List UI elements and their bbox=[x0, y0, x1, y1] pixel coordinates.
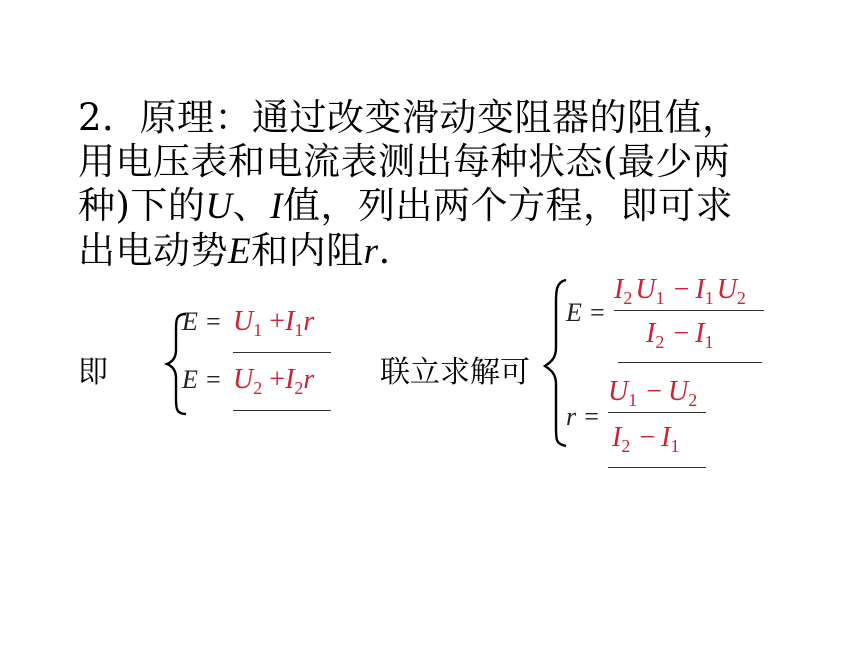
solution-E-denominator bbox=[646, 318, 716, 353]
variable-E: E bbox=[228, 231, 252, 272]
principle-line-1: 2．原理：通过改变滑动变阻器的阻值， bbox=[78, 96, 740, 139]
solution-r-denominator bbox=[612, 422, 682, 457]
prefix-ji: 即 bbox=[78, 355, 108, 390]
eq2-lhs: E = bbox=[182, 365, 222, 394]
E-denominator-term: $I_2$ bbox=[646, 318, 665, 352]
solution-r-underline bbox=[608, 467, 706, 468]
solve-text: 联立求解可 bbox=[380, 355, 530, 390]
solution-r-numerator bbox=[608, 376, 700, 411]
E-numerator-term: $U_2$ bbox=[716, 274, 746, 308]
solution-r-lhs: r = bbox=[566, 402, 601, 431]
r-numerator-term: − bbox=[646, 376, 663, 407]
E-numerator-term: − bbox=[673, 274, 690, 305]
eq1-lhs: E = bbox=[182, 307, 222, 336]
r-denominator-term: − bbox=[639, 422, 656, 453]
variable-I: I bbox=[270, 186, 283, 227]
E-numerator-term: $U_1$ bbox=[635, 274, 665, 308]
eq2-rhs: $U_2 +I_2r$ bbox=[233, 364, 315, 398]
principle-line-3: 种)下的U、I值，列出两个方程，即可求 bbox=[78, 184, 733, 227]
solution-E-lhs: E = bbox=[566, 298, 606, 327]
E-denominator-term: $I_1$ bbox=[695, 318, 714, 352]
principle-line-4: 出电动势E和内阻r. bbox=[78, 229, 391, 272]
r-denominator-term: $I_2$ bbox=[612, 422, 631, 456]
variable-r: r bbox=[363, 231, 379, 272]
variable-U: U bbox=[205, 186, 233, 227]
E-numerator-term: $I_2$ bbox=[614, 274, 633, 308]
equation-2 bbox=[182, 364, 314, 399]
solution-E-fraction-bar bbox=[614, 310, 764, 311]
left-brace-solution bbox=[545, 280, 566, 446]
r-denominator-term: $I_1$ bbox=[661, 422, 680, 456]
eq1-rhs: $U_1 +I_1r$ bbox=[233, 306, 315, 340]
solution-E-numerator bbox=[614, 274, 749, 309]
eq2-underline bbox=[233, 410, 331, 411]
solution-E-underline bbox=[618, 362, 762, 363]
r-numerator-term: $U_2$ bbox=[668, 376, 698, 410]
equation-1 bbox=[182, 306, 314, 341]
r-numerator-term: $U_1$ bbox=[608, 376, 638, 410]
principle-line-2: 用电压表和电流表测出每种状态(最少两 bbox=[78, 140, 731, 183]
solution-r-fraction-bar bbox=[608, 412, 706, 413]
E-denominator-term: − bbox=[673, 318, 690, 349]
E-numerator-term: $I_1$ bbox=[695, 274, 714, 308]
eq1-underline bbox=[233, 352, 331, 353]
